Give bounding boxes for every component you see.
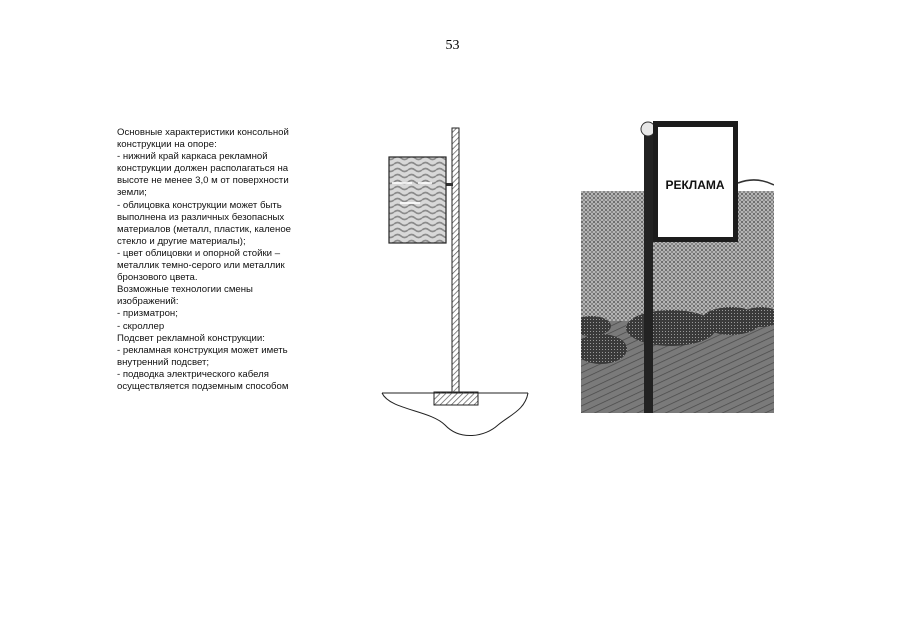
foundation	[434, 392, 478, 405]
text-line: осуществляется подземным способом	[117, 380, 289, 392]
characteristics-text	[117, 127, 332, 393]
pole	[452, 128, 459, 393]
billboard-text: РЕКЛАМА	[665, 178, 725, 192]
text-line: Основные характеристики консольной	[117, 127, 289, 138]
text-line: конструкции должен располагаться на	[117, 163, 289, 175]
text-line: Возможные технологии смены	[117, 284, 253, 296]
text-line: внутренний подсвет;	[117, 356, 210, 368]
street-lamp-arm	[738, 180, 774, 185]
text-line: материалов (металл, пластик, каленое	[117, 223, 291, 235]
photo-pole	[644, 131, 653, 413]
text-line: конструкции на опоре:	[117, 139, 217, 151]
console-pole-drawing	[380, 125, 530, 440]
text-line: изображений:	[117, 296, 179, 308]
text-line: - нижний край каркаса рекламной	[117, 151, 268, 163]
text-line: - скроллер	[117, 320, 165, 332]
text-line: - рекламная конструкция может иметь	[117, 344, 288, 356]
text-line: - цвет облицовки и опорной стойки –	[117, 247, 281, 259]
pole-lamp	[641, 122, 655, 136]
text-line: - облицовка конструкции может быть	[117, 199, 282, 211]
advertising-panel	[389, 157, 446, 243]
text-line: земли;	[117, 187, 147, 199]
text-line: стекло и другие материалы);	[117, 235, 246, 247]
page-number: 53	[445, 38, 460, 53]
console-bracket	[446, 183, 453, 186]
text-line: выполнена из различных безопасных	[117, 211, 285, 223]
text-line: металлик темно-серого или металлик	[117, 260, 285, 272]
text-line: бронзового цвета.	[117, 272, 198, 284]
text-line: высоте не менее 3,0 м от поверхности	[117, 175, 289, 187]
text-line: Подсвет рекламной конструкции:	[117, 332, 265, 344]
text-line: - призматрон;	[117, 308, 178, 320]
street-photo	[581, 121, 774, 413]
text-line: - подводка электрического кабеля	[117, 368, 269, 380]
